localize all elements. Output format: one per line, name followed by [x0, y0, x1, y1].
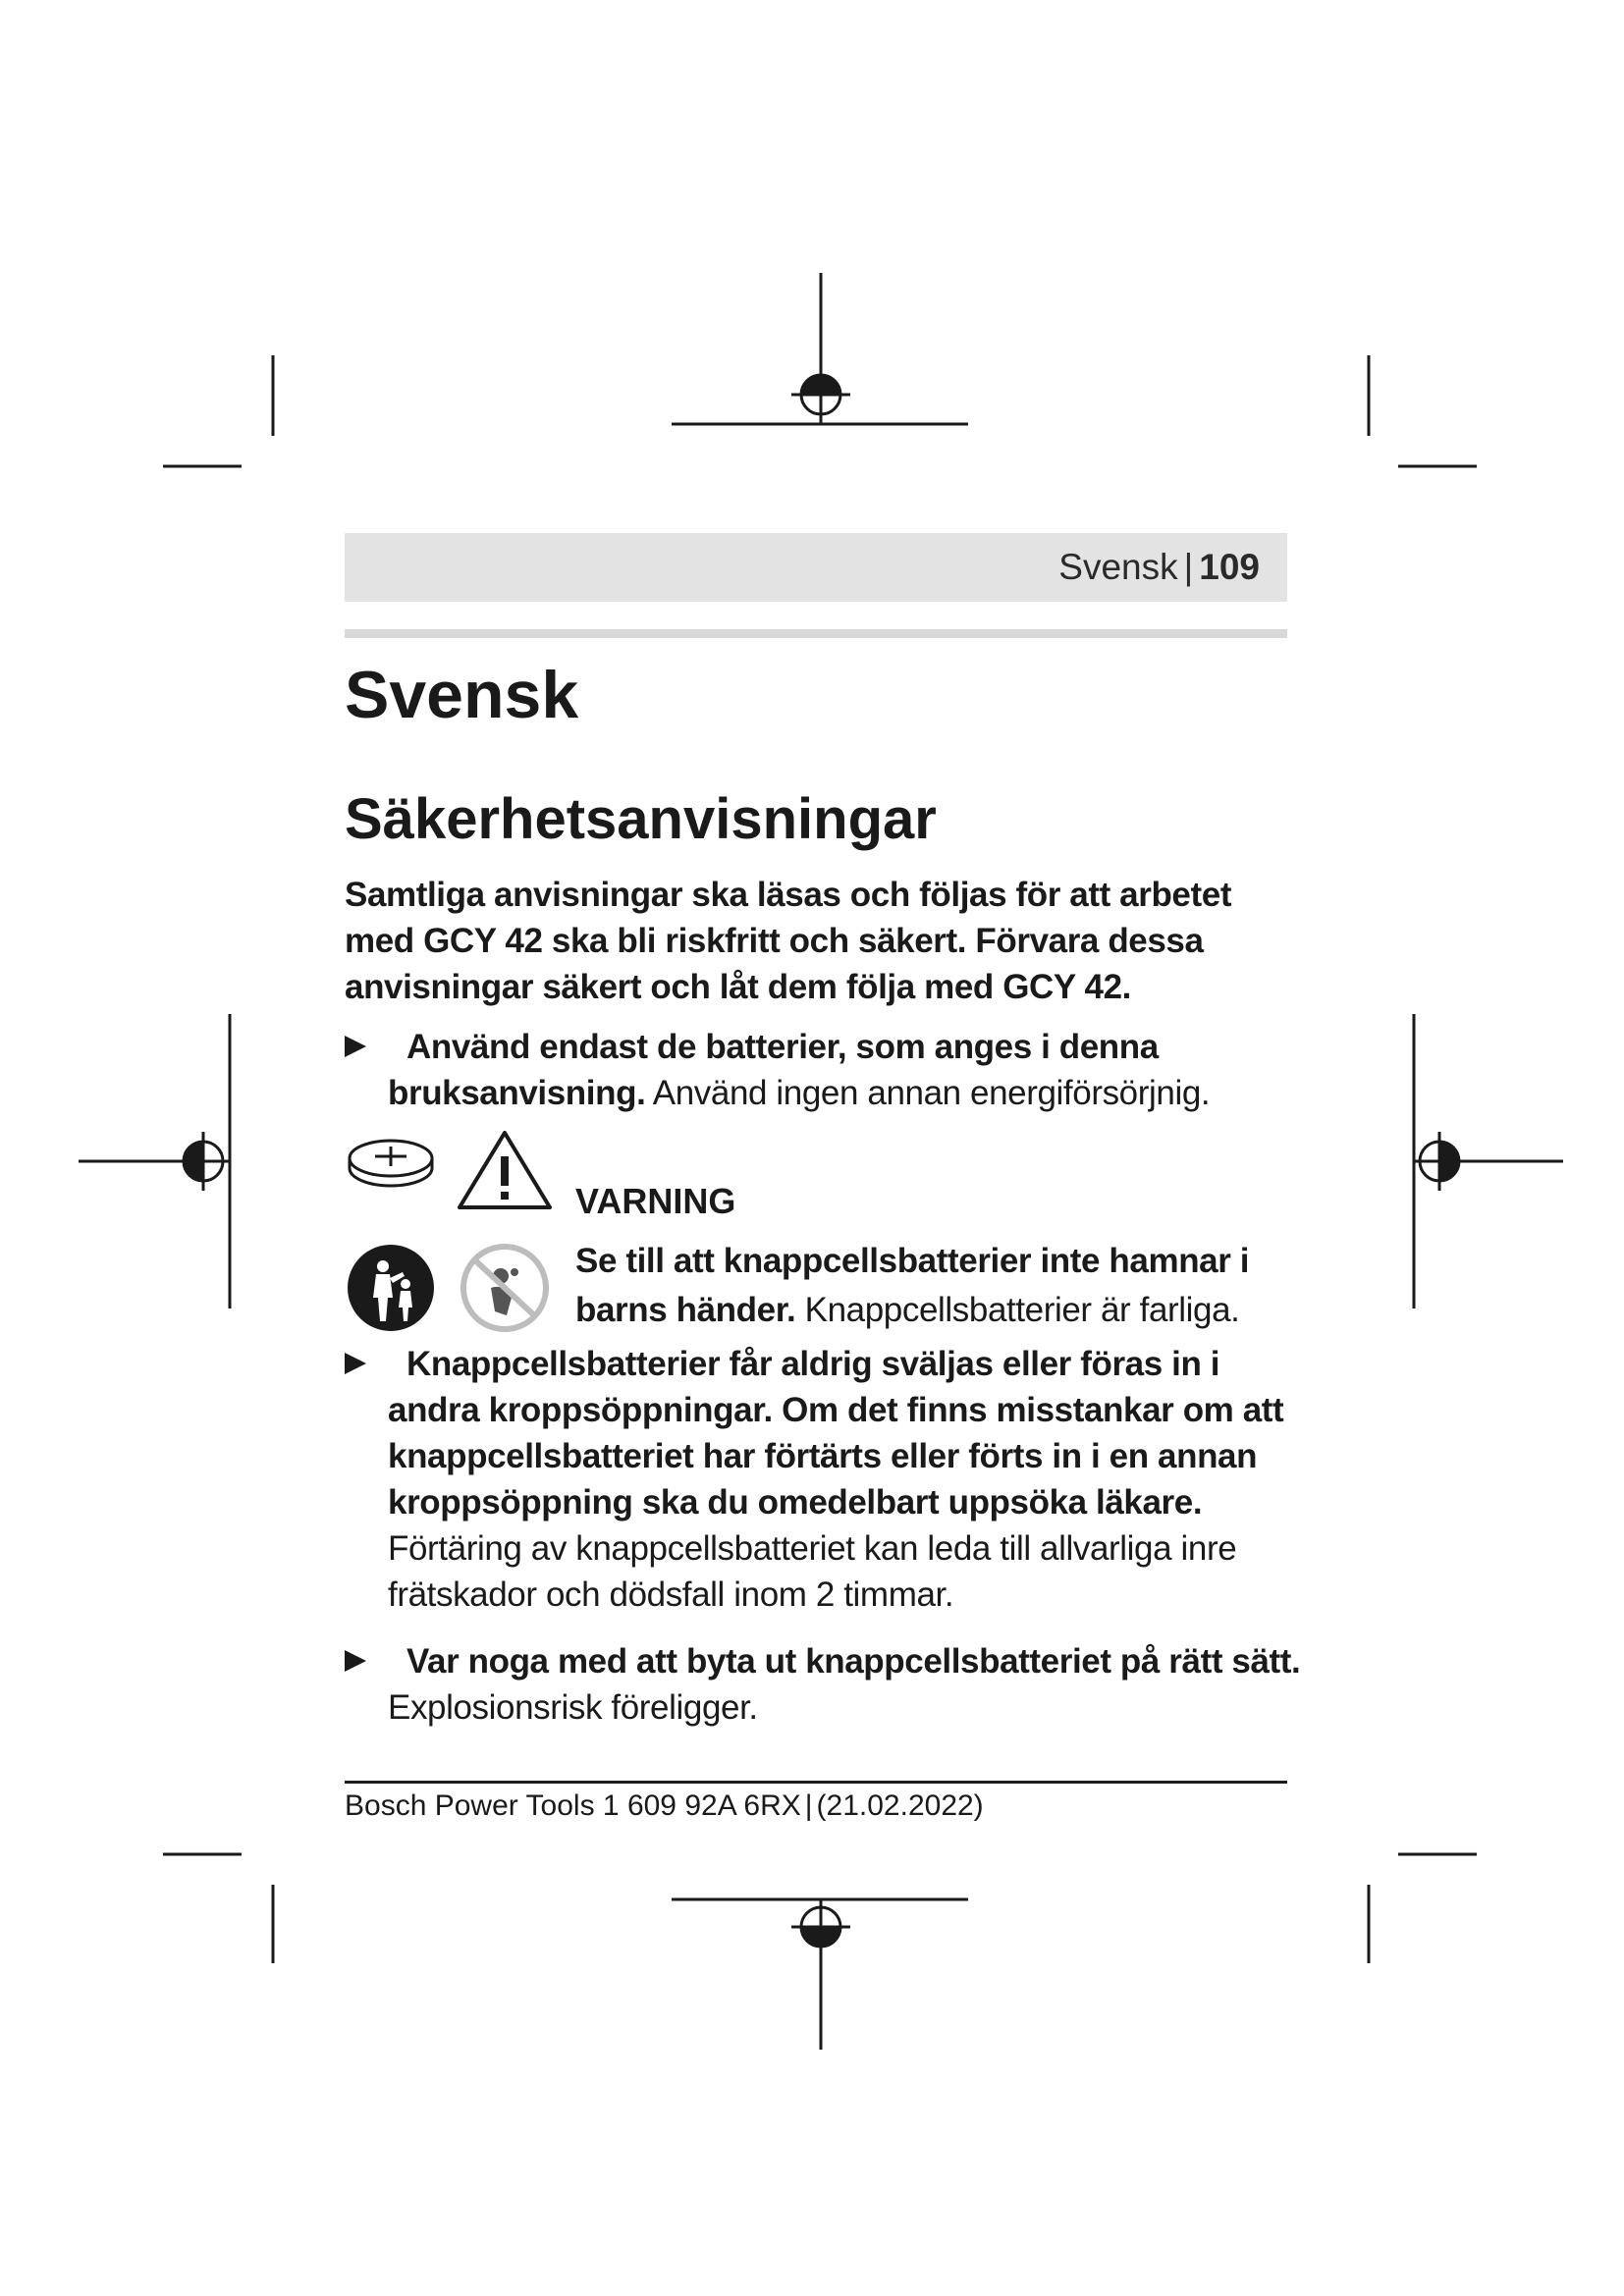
list-item [345, 1024, 1302, 1116]
warning-bold-text: Se till att knappcellsbatterier inte hamnar i barns händer. [575, 1242, 1250, 1329]
page-footer: Bosch Power Tools 1 609 92A 6RX | (21.02.2022) [345, 1789, 984, 1822]
footer-publisher: Bosch Power Tools [345, 1789, 595, 1822]
item-text: Förtäring av knappcellsbatteriet kan leda till allvarliga inre frätskador och dödsfall inom 2 timmar. [388, 1529, 1237, 1614]
item-text: Använd ingen annan energiförsörjnig. [645, 1074, 1211, 1112]
page-header [345, 533, 1287, 602]
footer-date: (21.02.2022) [816, 1789, 984, 1822]
section-title: Säkerhetsanvisningar [345, 787, 937, 851]
item-text: Explosionsrisk föreligger. [388, 1688, 758, 1727]
warning-triangle-icon [460, 1133, 550, 1207]
bullet-arrow-icon [345, 1353, 366, 1374]
footer-rule [345, 1781, 1287, 1784]
item-bold-text: Var noga med att byta ut knappcellsbatteriet på rätt sätt. [406, 1642, 1301, 1681]
warning-text [575, 1237, 1282, 1335]
page-number: 109 [1199, 547, 1260, 587]
section-intro: Samtliga anvisningar ska läsas och följas för att arbetet med GCY 42 ska bli riskfritt och säkert. Förvara dessa anvisningar säkert och låt dem följa med GCY 42. [345, 876, 1232, 1006]
item-bold-text: Knappcellsbatterier får aldrig sväljas eller föras in i andra kroppsöppningar. Om det finns misstankar om att knappcellsbatteriet har förtärts eller förts in i en annan kroppsöppning ska du omedelbart uppsöka läkare. [388, 1345, 1284, 1522]
page-title: Svensk [345, 658, 579, 732]
item-bold-text: Använd endast de batterier, som anges i denna bruksanvisning. [388, 1028, 1159, 1112]
no-swallowing-icon [463, 1247, 546, 1329]
bullet-arrow-icon [345, 1036, 366, 1057]
warning-label: VARNING [575, 1181, 736, 1221]
footer-doc-number: 1 609 92A 6RX [602, 1789, 801, 1822]
warning-plain-text: Knappcellsbatterier är farliga. [795, 1291, 1240, 1329]
warning-icons [344, 1129, 579, 1345]
button-cell-battery-icon [350, 1141, 432, 1186]
header-language: Svensk [1058, 547, 1178, 587]
list-item [345, 1638, 1302, 1731]
title-rule [345, 629, 1287, 638]
bullet-arrow-icon [345, 1650, 366, 1672]
header-label: Svensk | 109 [1058, 547, 1260, 587]
keep-away-from-children-icon [348, 1245, 434, 1331]
list-item [345, 1341, 1302, 1618]
